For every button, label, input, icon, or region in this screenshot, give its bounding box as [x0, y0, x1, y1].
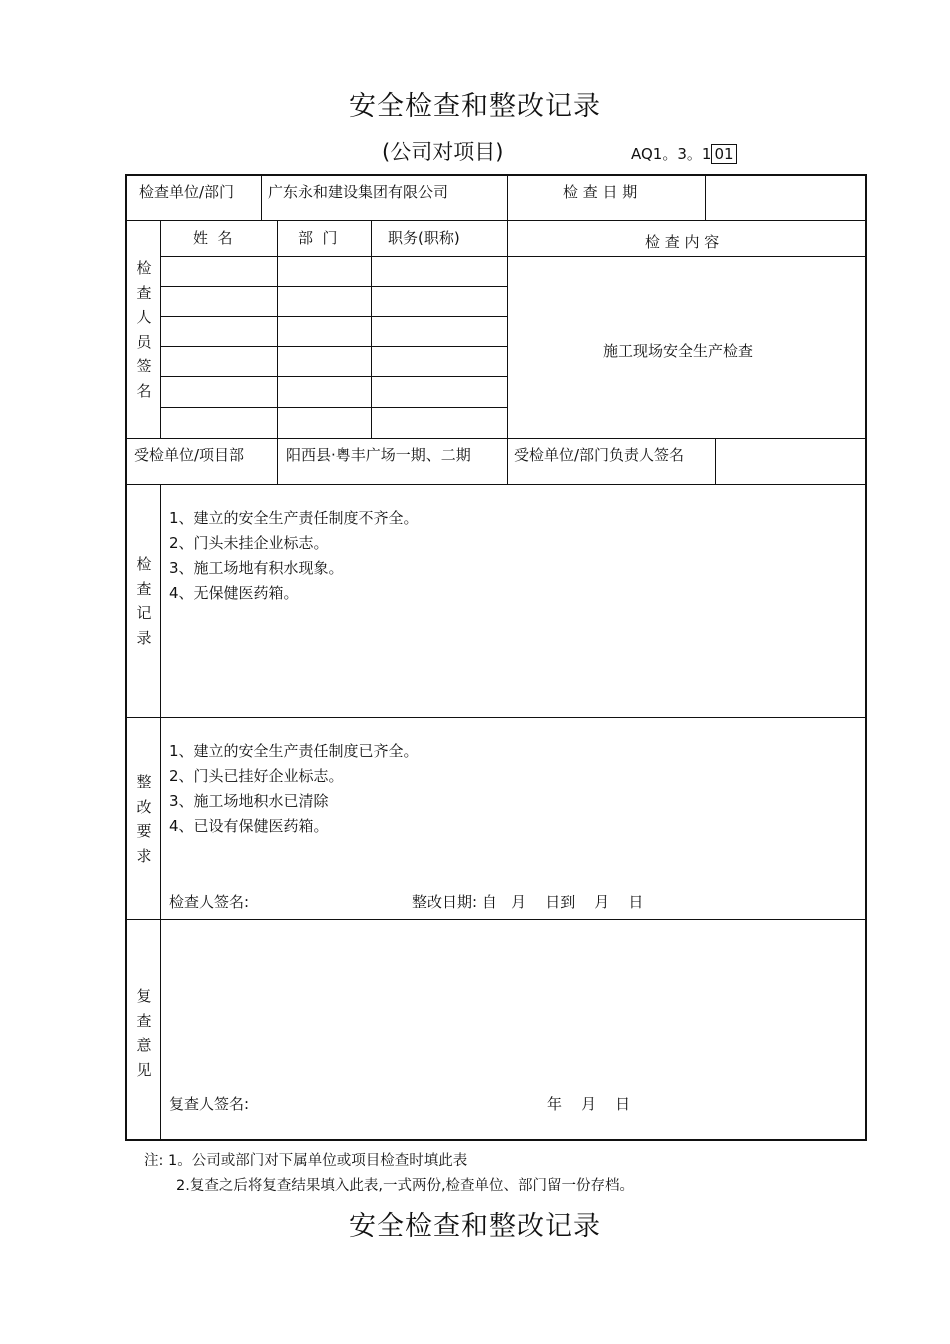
record-item: 4、无保健医药箱。: [169, 584, 299, 602]
grid-line: [127, 438, 865, 439]
page-subtitle: (公司对项目): [382, 140, 504, 164]
grid-line: [160, 484, 161, 1141]
grid-line: [127, 484, 865, 485]
col-content-header: 检 查 内 容: [645, 233, 720, 251]
inspection-content-value: 施工现场安全生产检查: [603, 342, 754, 360]
inspected-leader-label: 受检单位/部门负责人签名: [514, 446, 685, 464]
inspecting-unit-value: 广东永和建设集团有限公司: [268, 183, 449, 201]
record-list: [169, 506, 419, 606]
col-title-header: 职务(职称): [388, 229, 460, 247]
record-item: 1、建立的安全生产责任制度不齐全。: [169, 509, 419, 527]
grid-line: [161, 286, 507, 287]
inspectors-side-label: 检 查 人 员 签 名: [136, 259, 152, 400]
record-item: 3、施工场地有积水现象。: [169, 559, 344, 577]
note-line-2: 2.复查之后将复查结果填入此表,一式两份,检查单位、部门留一份存档。: [176, 1178, 635, 1194]
rectify-item: 1、建立的安全生产责任制度已齐全。: [169, 742, 419, 760]
inspected-unit-label: 受检单位/项目部: [134, 446, 245, 464]
inspected-unit-value: 阳西县·粤丰广场一期、二期: [286, 446, 471, 464]
grid-line: [277, 438, 278, 484]
grid-line: [161, 346, 507, 347]
grid-line: [161, 316, 507, 317]
grid-line: [371, 220, 372, 438]
form-code: [631, 143, 737, 164]
grid-line: [507, 176, 508, 484]
grid-line: [127, 919, 865, 920]
rectify-date: 整改日期: 自 月 日到 月 日: [412, 893, 644, 911]
grid-line: [705, 176, 706, 220]
grid-line: [161, 407, 507, 408]
page-title: 安全检查和整改记录: [349, 91, 601, 122]
form-code-box: 01: [711, 144, 736, 164]
grid-line: [127, 220, 865, 221]
record-item: 2、门头未挂企业标志。: [169, 534, 329, 552]
grid-line: [161, 256, 507, 257]
rectify-item: 4、已设有保健医药箱。: [169, 817, 329, 835]
col-dept-header: 部 门: [298, 229, 338, 247]
col-name-header: 姓 名: [193, 229, 233, 247]
rectify-item: 2、门头已挂好企业标志。: [169, 767, 344, 785]
grid-line: [261, 176, 262, 220]
grid-line: [507, 256, 865, 257]
record-side-label: 检 查 记 录: [136, 555, 152, 647]
rectify-item: 3、施工场地积水已清除: [169, 792, 329, 810]
form-code-prefix: AQ1。3。1: [631, 145, 712, 163]
review-signer-label: 复查人签名:: [169, 1095, 250, 1113]
grid-line: [277, 220, 278, 438]
grid-line: [127, 717, 865, 718]
footer-title: 安全检查和整改记录: [349, 1211, 601, 1242]
record-table: [125, 174, 867, 1141]
review-date: 年 月 日: [547, 1095, 631, 1113]
inspecting-unit-label: 检查单位/部门: [139, 183, 235, 201]
review-side-label: 复 查 意 见: [136, 987, 152, 1079]
grid-line: [160, 220, 161, 438]
grid-line: [715, 438, 716, 484]
inspection-date-label: 检 查 日 期: [563, 183, 638, 201]
rectify-signer-label: 检查人签名:: [169, 893, 250, 911]
grid-line: [161, 376, 507, 377]
rectify-side-label: 整 改 要 求: [136, 773, 152, 865]
note-line-1: 注: 1。公司或部门对下属单位或项目检查时填此表: [144, 1153, 468, 1169]
rectify-list: [169, 739, 419, 839]
